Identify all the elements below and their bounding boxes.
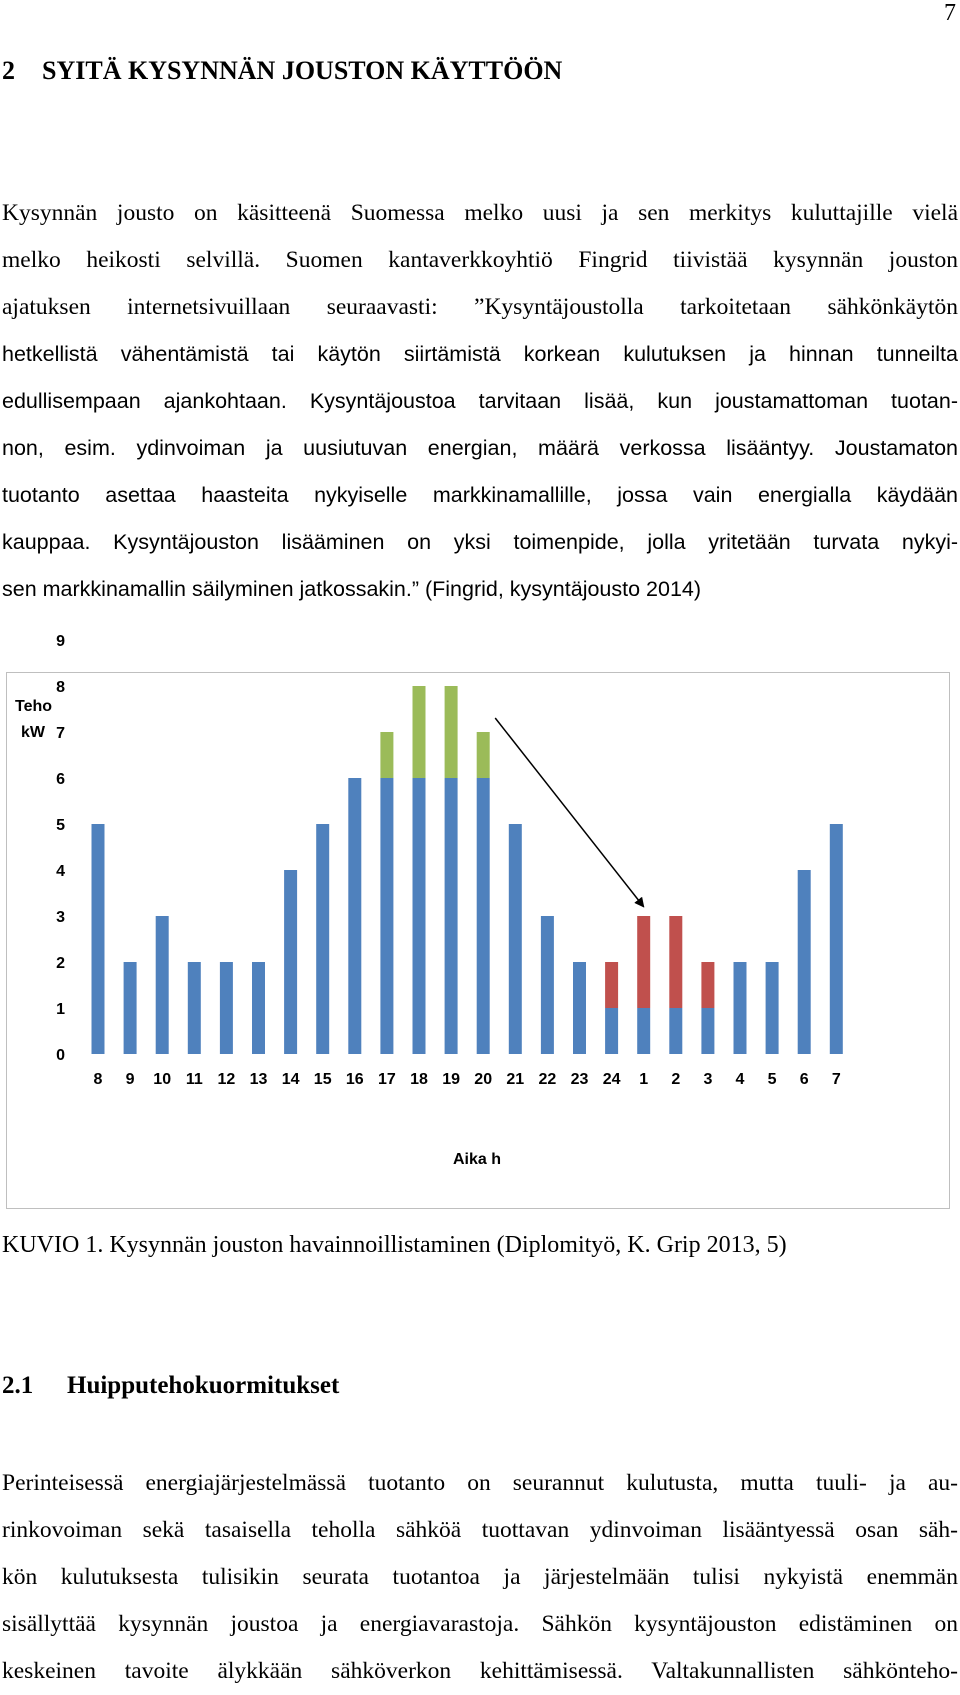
x-tick-label: 7 [831,1071,841,1088]
bar-segment [252,962,265,1054]
y-tick-label: 5 [56,817,65,834]
bar-segment [348,778,361,1054]
bar-segment [701,1008,714,1054]
page-number: 7 [944,0,956,26]
x-tick-label: 13 [249,1071,268,1088]
text-line: edullisempaan ajankohtaan. Kysyntäjoustoa tarvitaan lisää, kun joustamattoman tuotan- [2,389,958,413]
x-tick-label: 19 [442,1071,460,1088]
subsection-title: Huipputehokuormitukset [67,1372,340,1399]
bar-segment [669,1008,682,1054]
text-line: keskeinen tavoite älykkään sähköverkon kehittämisessä. Valtakunnallisten sähköntehо- [2,1658,958,1684]
section-number: 2 [2,56,15,85]
bar-segment [830,824,843,1054]
bar-segment [766,962,779,1054]
y-axis-unit-label: kW [21,724,45,741]
paragraph-2 [2,1460,958,1695]
section-heading [2,56,562,86]
x-tick-label: 23 [570,1071,589,1088]
x-tick-label: 22 [538,1071,557,1088]
text-line: ajatuksen internetsivuillaan seuraavasti: ”Kysyntäjoustolla tarkoitetaan sähkönkäytön [2,294,958,320]
x-tick-label: 6 [799,1071,809,1088]
bar-segment [413,778,426,1054]
subsection-heading [2,1372,339,1400]
chart-canvas [7,633,949,1208]
y-tick-label: 4 [56,863,65,880]
x-tick-label: 4 [735,1071,745,1088]
x-tick-label: 5 [767,1071,777,1088]
bar-segment [798,870,811,1054]
y-axis-label: Teho [15,698,53,715]
text-line: sen markkinamallin säilyminen jatkossakin.” (Fingrid, kysyntäjousto 2014) [2,577,702,601]
text-line: melko heikosti selvillä. Suomen kantaverkkoyhtiö Fingrid tiivistää kysynnän jouston [2,247,958,273]
bar-segment [188,962,201,1054]
text-line: rinkovoiman sekä tasaisella teholla sähköä tuottavan ydinvoiman lisääntyessä osan säh- [2,1517,958,1543]
bar-segment [413,686,426,778]
x-tick-label: 11 [185,1071,203,1088]
y-tick-label: 6 [56,771,65,788]
bar-segment [605,1008,618,1054]
x-tick-label: 15 [313,1071,332,1088]
section-title: SYITÄ KYSYNNÄN JOUSTON KÄYTTÖÖN [42,56,563,85]
bar-segment [637,1008,650,1054]
x-tick-label: 21 [506,1071,525,1088]
text-line: non, esim. ydinvoiman ja uusiutuvan energian, määrä verkossa lisääntyy. Joustamaton [2,436,958,460]
y-tick-label: 2 [56,955,65,972]
bar-segment [380,732,393,778]
bar-segment [573,962,586,1054]
bar-segment [380,778,393,1054]
x-tick-label: 20 [474,1071,493,1088]
x-axis-label: Aika h [452,1151,502,1168]
text-line: sisällyttää kysynnän joustoa ja energiavarastoja. Sähkön kysyntäjouston edistäminen on [2,1611,958,1637]
x-tick-label: 2 [671,1071,681,1088]
text-line: kön kulutuksesta tulisikin seurata tuotantoa ja järjestelmään tulisi nykyistä enemmän [2,1564,958,1590]
bar-segment [445,686,458,778]
bar-segment [734,962,747,1054]
subsection-number: 2.1 [2,1372,34,1399]
text-line: kauppaa. Kysyntäjouston lisääminen on yksi toimenpide, jolla yritetään turvata nykyi- [2,530,958,554]
bar-segment [92,824,105,1054]
bar-segment [316,824,329,1054]
bar-segment [637,916,650,1008]
bar-segment [701,962,714,1008]
y-tick-label: 1 [56,1001,65,1018]
bar-segment [220,962,233,1054]
text-line: Perinteisessä energiajärjestelmässä tuotanto on seurannut kulutusta, mutta tuuli- ja au- [2,1470,958,1496]
x-tick-label: 9 [125,1071,135,1088]
bar-segment [156,916,169,1054]
y-tick-label: 8 [56,679,65,696]
bar-segment [509,824,522,1054]
text-line: tuotanto asettaa haasteita nykyiselle markkinamallille, jossa vain energialla käydään [2,483,958,507]
figure-caption: KUVIO 1. Kysynnän jouston havainnoillistaminen (Diplomityö, K. Grip 2013, 5) [2,1232,787,1258]
y-tick-label: 7 [56,725,65,742]
y-tick-label: 0 [56,1047,65,1064]
x-tick-label: 1 [639,1071,649,1088]
x-tick-label: 12 [217,1071,236,1088]
demand-response-chart [6,633,950,1209]
bar-segment [445,778,458,1054]
text-line: Kysynnän jousto on käsitteenä Suomessa melko uusi ja sen merkitys kuluttajille vielä [2,200,958,226]
x-tick-label: 16 [345,1071,364,1088]
x-tick-label: 14 [281,1071,300,1088]
y-tick-label: 3 [56,909,65,926]
bar-segment [605,962,618,1008]
y-tick-label: 9 [56,633,65,650]
bar-segment [477,778,490,1054]
x-tick-label: 10 [153,1071,172,1088]
x-tick-label: 18 [410,1071,428,1088]
bar-segment [669,916,682,1008]
paragraph-1 [2,190,958,613]
x-tick-label: 17 [378,1071,396,1088]
x-tick-label: 24 [602,1071,621,1088]
bar-segment [477,732,490,778]
bar-segment [541,916,554,1054]
text-line: hetkellistä vähentämistä tai käytön siirtämistä korkean kulutuksen ja hinnan tunneilta [2,342,958,366]
bar-segment [284,870,297,1054]
bar-segment [124,962,137,1054]
x-tick-label: 8 [93,1071,103,1088]
x-tick-label: 3 [703,1071,713,1088]
